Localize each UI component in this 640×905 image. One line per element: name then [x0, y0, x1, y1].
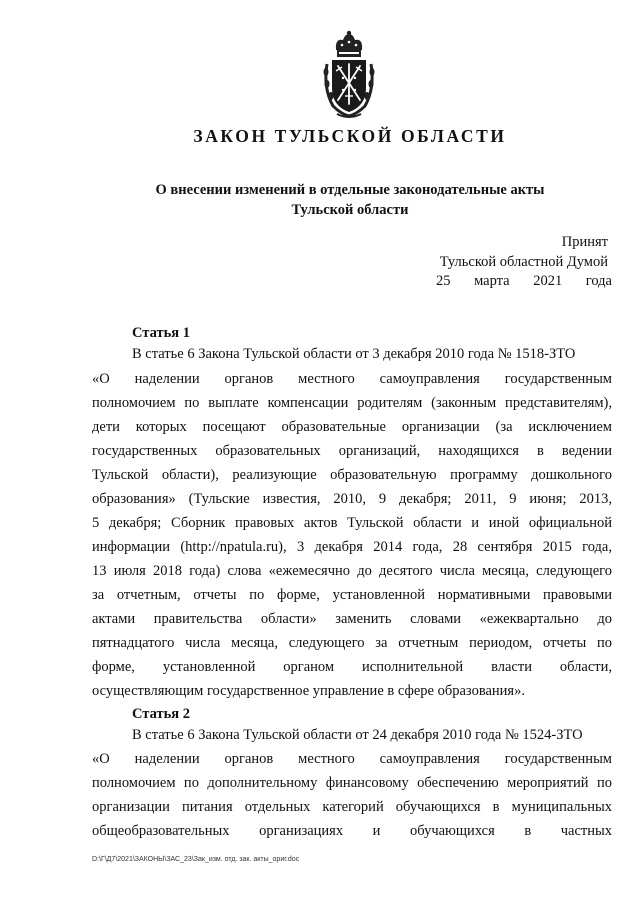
- adoption-day: 25: [436, 273, 451, 289]
- article-2-line: общеобразовательных организациях и обучающихся в частных: [92, 823, 612, 839]
- article-1-heading: Статья 1: [132, 325, 190, 341]
- adoption-year-word: года: [585, 273, 612, 289]
- article-1-line: актами правительства области» заменить словами «ежеквартально до: [92, 611, 612, 627]
- law-subtitle-line-2: Тульской области: [291, 202, 409, 218]
- tula-coat-of-arms-emblem: [321, 30, 377, 120]
- adopted-label: Принят: [561, 234, 608, 250]
- adoption-month: марта: [474, 273, 510, 289]
- article-2-line: «О наделении органов местного самоуправления государственным: [92, 751, 612, 767]
- article-2-line: полномочием по дополнительному финансовому обеспечению мероприятий по: [92, 775, 612, 791]
- article-1-line: В статье 6 Закона Тульской области от 3 декабря 2010 года № 1518-ЗТО: [132, 346, 576, 362]
- article-1-line: полномочием по выплате компенсации родителям (законным представителям),: [92, 395, 612, 411]
- law-title: ЗАКОН ТУЛЬСКОЙ ОБЛАСТИ: [193, 126, 507, 146]
- article-2-heading: Статья 2: [132, 706, 190, 722]
- article-1-line: 13 июля 2018 года) слова «ежемесячно до десятого числа месяца, следующего: [92, 563, 612, 579]
- article-2-line: организации питания отдельных категорий обучающихся в муниципальных: [92, 799, 612, 815]
- article-2-line: В статье 6 Закона Тульской области от 24 декабря 2010 года № 1524-ЗТО: [132, 727, 583, 743]
- article-1-line: пятнадцатого числа месяца, следующего за отчетным периодом, отчеты по: [92, 635, 612, 651]
- article-1-line: Тульской области), реализующие образовательную программу дошкольного: [92, 467, 612, 483]
- adoption-year: 2021: [533, 273, 563, 289]
- article-1-line: дети которых посещают образовательные организации (за исключением: [92, 419, 612, 435]
- article-1-line: государственных образовательных организаций, находящихся в ведении: [92, 443, 612, 459]
- article-1-line: форме, установленной органом исполнительной власти области,: [92, 659, 612, 675]
- article-1-line: за отчетным, отчеты по форме, установленной нормативными правовыми: [92, 587, 612, 603]
- file-path-footer: D:\Г\Д7\2021\ЗАКОНЫ\ЗАС_23\Зак_изм. отд. зак. акты_ориг.doc: [92, 856, 300, 863]
- article-1-line: осуществляющим государственное управление в сфере образования».: [92, 683, 525, 699]
- law-subtitle-line-1: О внесении изменений в отдельные законодательные акты: [155, 182, 545, 198]
- article-1-line: «О наделении органов местного самоуправления государственным: [92, 371, 612, 387]
- article-1-line: образования» (Тульские известия, 2010, 9 декабря; 2011, 9 июня; 2013,: [92, 491, 612, 507]
- adopted-by: Тульской областной Думой: [439, 254, 608, 270]
- article-1-line: 5 декабря; Сборник правовых актов Тульской области и иной официальной: [92, 515, 612, 531]
- article-1-line: информации (http://npatula.ru), 3 декабря 2014 года, 28 сентября 2015 года,: [92, 539, 612, 555]
- adoption-date: [436, 273, 612, 290]
